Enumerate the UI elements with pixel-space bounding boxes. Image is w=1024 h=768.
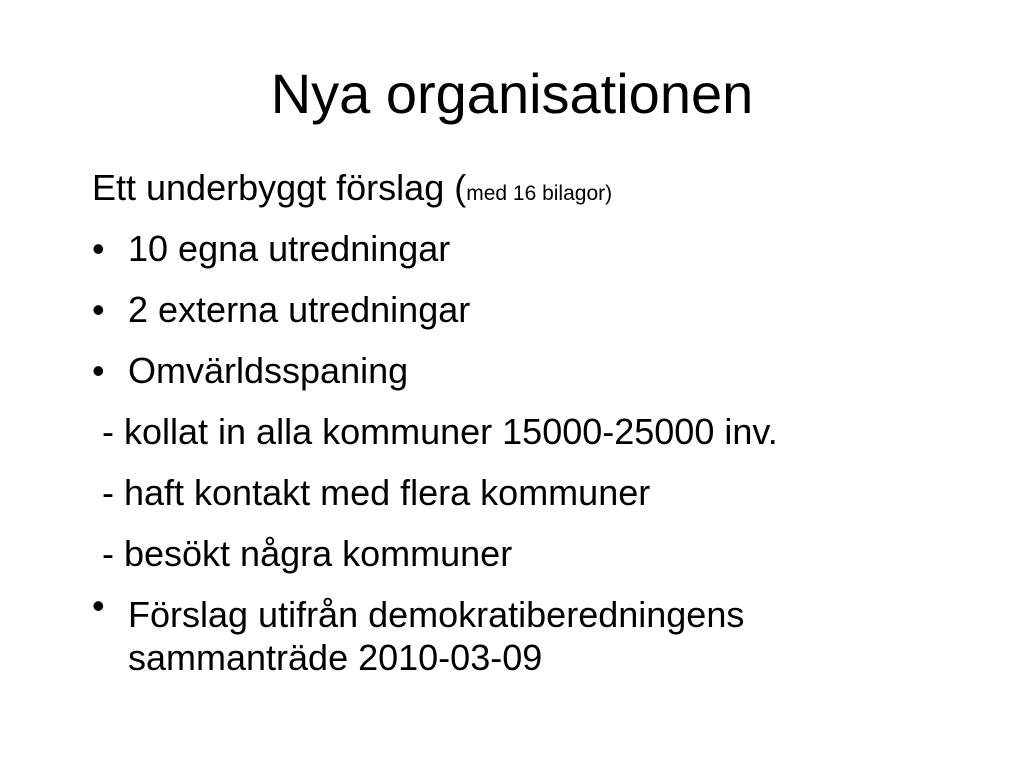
bullet-text: Omvärldsspaning (128, 350, 409, 391)
sub-item-3 (92, 523, 972, 584)
bullet-text-line-1: Förslag utifrån demokratiberedningens (128, 594, 745, 635)
bullet-item-4 (92, 584, 972, 679)
bullet-item-3 (92, 340, 972, 401)
intro-note: med 16 bilagor) (466, 182, 613, 205)
slide-title: Nya organisationen (270, 62, 754, 125)
intro-text: Ett underbyggt förslag ( (92, 167, 467, 208)
bullet-icon: • (92, 350, 105, 391)
bullet-icon: • (92, 228, 105, 269)
sub-item-text: - besökt några kommuner (102, 533, 513, 574)
bullet-item-2 (92, 279, 972, 340)
bullet-item-1 (92, 218, 972, 279)
sub-item-2 (92, 462, 972, 523)
bullet-icon: • (92, 585, 105, 626)
sub-item-text: - kollat in alla kommuner 15000-25000 inv. (102, 411, 778, 452)
sub-item-text: - haft kontakt med flera kommuner (102, 472, 651, 513)
bullet-text-line-2: sammanträde 2010-03-09 (128, 637, 543, 678)
slide-body (92, 157, 972, 679)
bullet-icon: • (92, 289, 105, 330)
sub-item-1 (92, 401, 972, 462)
intro-line (92, 157, 972, 218)
bullet-text: 2 externa utredningar (128, 289, 471, 330)
bullet-text: 10 egna utredningar (128, 228, 451, 269)
